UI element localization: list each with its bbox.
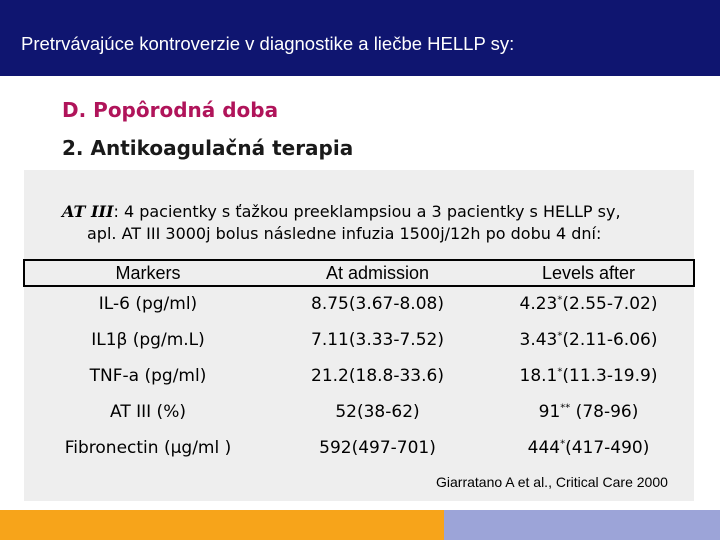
- intro-line-1-text: : 4 pacientky s ťažkou preeklampsiou a 3 pacientky s HELLP sy,: [113, 202, 621, 221]
- footer-bar-blue: [444, 508, 720, 540]
- table-row: [24, 358, 694, 394]
- section-heading: D. Popôrodná doba: [62, 98, 279, 122]
- intro-line-1: [62, 202, 621, 221]
- table-row: [24, 430, 694, 466]
- after-cell: 91** (78-96): [538, 402, 639, 422]
- marker-cell: Fibronectin (μg/ml ): [64, 438, 232, 458]
- table-row: [24, 394, 694, 430]
- marker-cell: IL-6 (pg/ml): [98, 294, 198, 314]
- after-cell: 4.23*(2.55-7.02): [519, 294, 658, 314]
- table-header-row: [24, 260, 694, 286]
- footer-bar-orange: [0, 508, 444, 540]
- table-row: [24, 322, 694, 358]
- admission-cell: 7.11(3.33-7.52): [311, 330, 444, 350]
- admission-cell: 592(497-701): [319, 438, 436, 458]
- footer-divider: [0, 508, 720, 510]
- slide-header: [0, 0, 720, 76]
- intro-line-2: apl. AT III 3000j bolus následne infuzia 1500j/12h po dobu 4 dní:: [87, 224, 602, 243]
- marker-cell: IL1β (pg/m.L): [91, 330, 205, 350]
- admission-cell: 52(38-62): [335, 402, 420, 422]
- after-cell: 18.1*(11.3-19.9): [519, 366, 658, 386]
- after-cell: 444*(417-490): [527, 438, 650, 458]
- header-at-admission: At admission: [325, 262, 430, 283]
- header-markers: Markers: [115, 262, 181, 283]
- table-row: [24, 286, 694, 322]
- after-cell: 3.43*(2.11-6.06): [519, 330, 658, 350]
- marker-cell: TNF-a (pg/ml): [89, 366, 207, 386]
- markers-table: [24, 260, 694, 466]
- marker-cell: AT III (%): [110, 402, 186, 422]
- slide-title: Pretrvávajúce kontroverzie v diagnostike a liečbe HELLP sy:: [21, 33, 515, 54]
- citation: Giarratano A et al., Critical Care 2000: [436, 474, 668, 490]
- intro-tag: AT III: [62, 202, 114, 221]
- subsection-heading: 2. Antikoagulačná terapia: [62, 136, 354, 160]
- admission-cell: 21.2(18.8-33.6): [311, 366, 444, 386]
- admission-cell: 8.75(3.67-8.08): [311, 294, 444, 314]
- header-levels-after: Levels after: [541, 262, 636, 283]
